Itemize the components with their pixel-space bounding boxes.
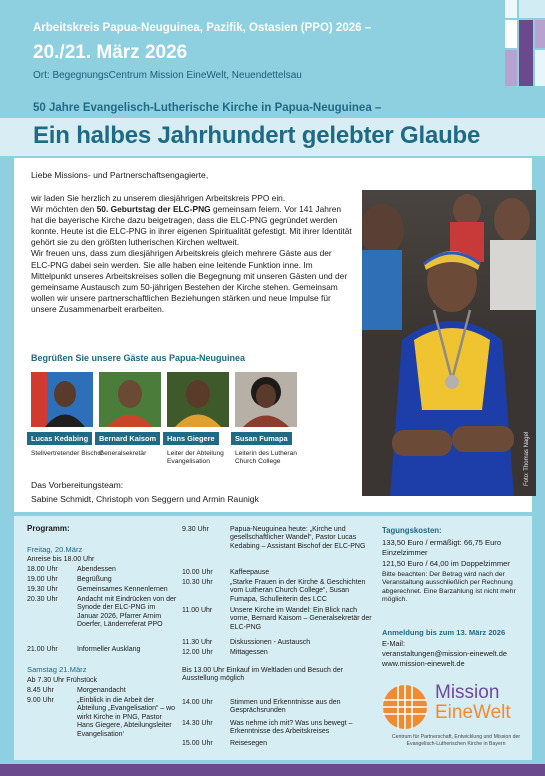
costs-title: Tagungskosten: (382, 526, 442, 535)
program-title: Programm: (27, 524, 70, 533)
greeting: Liebe Missions- und Partnerschaftsengagierte, (31, 170, 209, 180)
decorative-squares (500, 0, 545, 86)
guests-title: Begrüßen Sie unsere Gäste aus Papua-Neuguinea (31, 353, 246, 363)
guest-lucas-kedabing (31, 372, 103, 457)
team-names: Sabine Schmidt, Christoph von Seggern und Armin Raunigk (31, 494, 259, 504)
guest-role: Leiterin des Lutheran Church College (235, 450, 297, 466)
registration-title: Anmeldung bis zum 13. März 2026 (382, 628, 506, 637)
letter-highlight: 50. Geburtstag der ELC-PNG (96, 204, 211, 215)
program-text: Begrüßung (77, 576, 112, 583)
program-time: 19.30 Uhr (27, 586, 58, 593)
program-time: 11.00 Uhr (182, 607, 213, 614)
letter-text: gemeinsam feiern. Vor 141 Jahren hat die bayerische Kirche dazu beigetragen, dass die ELC-PNG gegründet werden konnte. Heute ist die ELC-PNG in ihrer eigenen Spiritualität gefestigt. Mit ihrer Identität gehört sie zu den größten lutherischen Kirchen weltweit. (31, 204, 352, 248)
guest-name: Hans Giegere (163, 432, 219, 445)
guest-role: Leiter der Abteilung Evangelisation (167, 450, 224, 466)
program-text: Informeller Ausklang (77, 646, 141, 653)
email-label: E-Mail: (382, 639, 405, 648)
program-text: Papua-Neuguinea heute: „Kirche und gesellschaftlicher Wandel“, Pastor Lucas Kedabing – Assistant Bischof der ELC-PNG (230, 526, 366, 550)
program-text: Diskussionen - Austausch (230, 639, 311, 646)
program-text: Bis 13.00 Uhr Einkauf im Weltladen und Besuch der Ausstellung möglich (182, 667, 343, 683)
program-time: 9.30 Uhr (182, 526, 209, 533)
program-text: Gemeinsames Kennenlernen (77, 586, 168, 593)
program-text: Abendessen (77, 566, 116, 573)
guest-name: Susan Fumapa (231, 432, 292, 445)
guest-portrait (31, 372, 93, 427)
email-link[interactable]: veranstaltungen@mission-einewelt.de (382, 649, 507, 658)
program-time: 20.30 Uhr (27, 596, 58, 603)
program-text: Morgenandacht (77, 687, 126, 694)
guest-name: Lucas Kedabing (27, 432, 92, 445)
program-time: 9.00 Uhr (27, 697, 54, 704)
program-text: Reisesegen (230, 740, 267, 747)
payment-note: Bitte beachten: Der Betrag wird nach der Veranstaltung ausschließlich per Rechnung abgerechnet. Eine Barzahlung ist nicht mehr möglich. (382, 571, 516, 604)
arrival-text: Anreise bis 18.00 Uhr (27, 556, 95, 563)
guest-hans-giegere (167, 372, 229, 466)
program-time: 8.45 Uhr (27, 687, 54, 694)
portrait-image (99, 372, 161, 427)
program-text: Mittagessen (230, 649, 268, 656)
portrait-image (31, 372, 93, 427)
letter-text: Wir möchten den (31, 204, 97, 215)
subtitle: 50 Jahre Evangelisch-Lutherische Kirche in Papua-Neuguinea – (33, 102, 382, 114)
event-series-title: Arbeitskreis Papua-Neuguinea, Pazifik, Ostasien (PPO) 2026 – (33, 22, 372, 34)
program-time: 18.00 Uhr (27, 566, 58, 573)
program-time: 14.00 Uhr (182, 699, 213, 706)
cost-line: 121,50 Euro / 64,00 im Doppelzimmer (382, 559, 510, 568)
portrait-image (235, 372, 297, 427)
page-title: Ein halbes Jahrhundert gelebter Glaube (33, 122, 481, 149)
logo-subtitle: Centrum für Partnerschaft, Entwicklung und Mission der Evangelisch-Lutherischen Kirche in Bayern (391, 734, 521, 747)
photo-woman-image (362, 190, 536, 496)
program-text: „Starke Frauen in der Kirche & Geschichten vom Lutheran Church College“, Susan Fumapa, Schulleiterin des LCC (230, 579, 366, 603)
letter-body (31, 193, 353, 315)
program-time: 15.00 Uhr (182, 740, 213, 747)
program-text: Kaffeepause (230, 569, 270, 576)
program-time: 14.30 Uhr (182, 720, 213, 727)
guest-role: Generalsekretär (99, 450, 147, 457)
globe-logo-icon (382, 684, 428, 730)
program-time: 12.00 Uhr (182, 649, 213, 656)
website-link[interactable]: www.mission-einewelt.de (382, 659, 465, 668)
photo-credit: Foto: Thomas Nagel (524, 431, 530, 486)
team-label: Das Vorbereitungsteam: (31, 480, 124, 490)
guest-portrait (99, 372, 161, 427)
letter-paragraph-1: wir laden Sie herzlich zu unserem diesjährigen Arbeitskreis PPO ein. (31, 193, 286, 203)
day-label: Freitag, 20.März (27, 545, 83, 554)
guest-bernard-kaisom (99, 372, 161, 457)
guest-portrait (167, 372, 229, 427)
logo-wordmark-einewelt: EineWelt (435, 702, 511, 723)
header (0, 0, 545, 92)
guest-name: Bernard Kaisom (95, 432, 160, 445)
program-time: 10.00 Uhr (182, 569, 213, 576)
bottom-bar (0, 764, 545, 776)
breakfast-text: Ab 7.30 Uhr Frühstück (27, 677, 98, 684)
program-text: Stimmen und Erkenntnisse aus den Gesprächsrunden (230, 699, 341, 715)
logo-wordmark-mission: Mission (435, 682, 500, 703)
main-photo (362, 190, 536, 496)
program-time: 11.30 Uhr (182, 639, 213, 646)
program-text: Was nehme ich mit? Was uns bewegt – Erkenntnisse des Arbeitskreises (230, 720, 353, 736)
day-label: Samstag 21.März (27, 665, 87, 674)
letter-paragraph-3: Wir freuen uns, dass zum diesjährigen Arbeitskreis gleich mehrere Gäste aus der ELC-PNG dabei sein werden. Sie alle haben eine leitende Funktion inne. Im Mittelpunkt unseres Arbeitskreises sollen die Begegnung mit unseren Gästen und der gemeinsame Austausch zum 50-jährigen Bestehen der Kirche stehen. Gemeinsam wollen wir unsere partnerschaftlichen Beziehungen stärken und neue Impulse für unsere Zusammenarbeit erarbeiten. (31, 248, 348, 314)
guest-portrait (235, 372, 297, 427)
program-time: 19.00 Uhr (27, 576, 58, 583)
cost-line: Einzelzimmer (382, 548, 428, 557)
mission-einewelt-logo (382, 680, 532, 756)
program-time: 10.30 Uhr (182, 579, 213, 586)
guest-role: Stellvertretender Bischof (31, 450, 103, 457)
program-text: „Einblick in die Arbeit der Abteilung „Evangelisation“ – wo wirkt Kirche in PNG, Pastor Hans Giegere, Abteilungsleiter Evangelisation‘ (77, 697, 176, 738)
event-date: 20./21. März 2026 (33, 42, 188, 63)
program-text: Andacht mit Eindrücken von der Synode der ELC-PNG im Januar 2026, Pfarrer Arnim Doerfer, Länderreferat PPO (77, 596, 177, 629)
event-location: Ort: BegegnungsCentrum Mission EineWelt, Neuendettelsau (33, 70, 302, 81)
letter-paragraph-2 (31, 204, 353, 248)
portrait-image (167, 372, 229, 427)
guest-susan-fumapa (235, 372, 297, 466)
program-text: Unsere Kirche im Wandel: Ein Blick nach vorne, Bernard Kaisom – Generalsekretär der ELC-PNG (230, 607, 372, 631)
program-time: 21.00 Uhr (27, 646, 58, 653)
cost-line: 133,50 Euro / ermäßigt: 66,75 Euro (382, 538, 502, 547)
